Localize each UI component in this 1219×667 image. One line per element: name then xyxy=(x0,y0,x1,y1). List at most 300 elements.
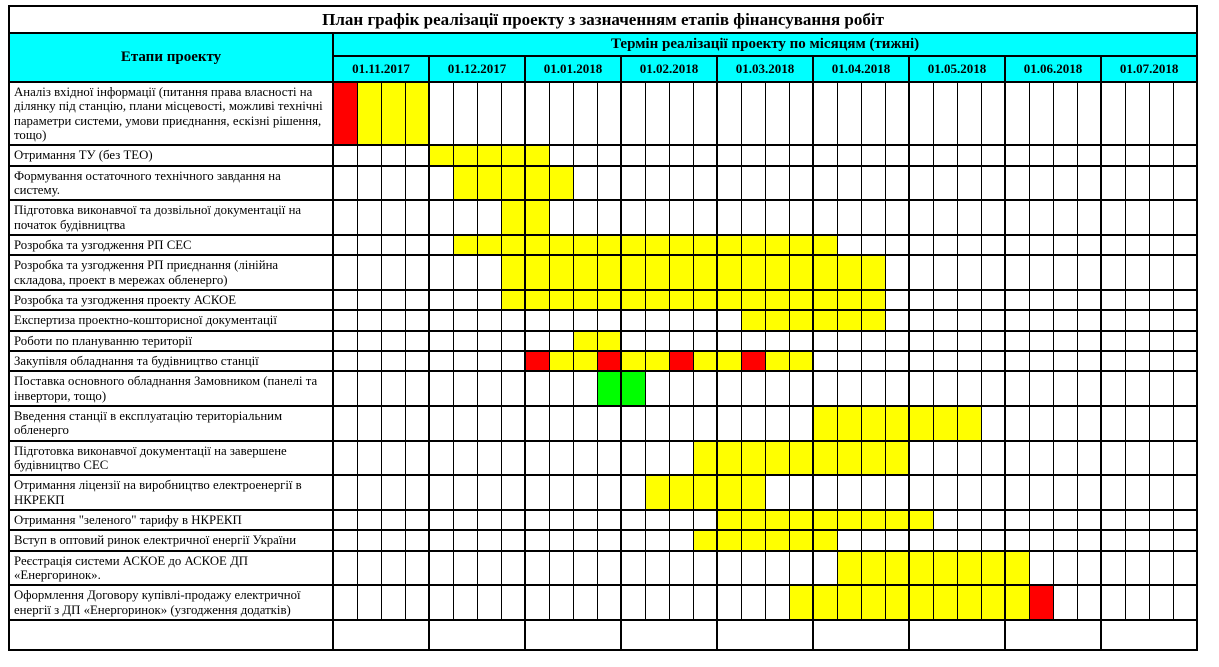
gantt-bar-cell-red xyxy=(741,351,765,371)
week-cell xyxy=(861,351,885,371)
week-cell xyxy=(453,310,477,330)
week-cell xyxy=(981,406,1005,441)
task-label: Введення станції в експлуатацію територіальним обленерго xyxy=(9,406,333,441)
week-cell xyxy=(573,82,597,145)
week-cell xyxy=(669,145,693,165)
gantt-bar-cell-yellow xyxy=(477,145,501,165)
week-cell xyxy=(573,510,597,530)
week-cell xyxy=(933,82,957,145)
week-cell xyxy=(573,585,597,620)
week-cell xyxy=(789,200,813,235)
week-cell xyxy=(525,310,549,330)
week-cell xyxy=(1053,441,1077,476)
week-cell xyxy=(525,585,549,620)
week-cell xyxy=(693,310,717,330)
week-cell xyxy=(693,145,717,165)
gantt-bar-cell-yellow xyxy=(933,585,957,620)
week-cell xyxy=(1101,510,1125,530)
empty-label-cell xyxy=(9,620,333,650)
week-cell xyxy=(909,290,933,310)
week-cell xyxy=(765,551,789,586)
month-header: 01.01.2018 xyxy=(525,56,621,82)
week-cell xyxy=(1077,200,1101,235)
week-cell xyxy=(453,351,477,371)
gantt-bar-cell-yellow xyxy=(573,290,597,310)
week-cell xyxy=(477,551,501,586)
week-cell xyxy=(1005,310,1029,330)
week-cell xyxy=(717,166,741,201)
week-cell xyxy=(837,200,861,235)
gantt-bar-cell-green xyxy=(621,371,645,406)
week-cell xyxy=(1125,82,1149,145)
week-cell xyxy=(621,331,645,351)
table-title: План графік реалізації проекту з зазначенням етапів фінансування робіт xyxy=(9,6,1197,33)
week-cell xyxy=(717,331,741,351)
week-cell xyxy=(741,200,765,235)
gantt-bar-cell-yellow xyxy=(885,585,909,620)
week-cell xyxy=(1029,475,1053,510)
week-cell xyxy=(1101,145,1125,165)
task-label: Аналіз вхідної інформації (питання права власності на ділянку під станцію, плани місцевості, можливі технічні параметри системи, умови приєднання, ескізні рішення, тощо) xyxy=(9,82,333,145)
gantt-bar-cell-yellow xyxy=(693,441,717,476)
week-cell xyxy=(1173,351,1197,371)
gantt-bar-cell-yellow xyxy=(861,510,885,530)
week-cell xyxy=(477,371,501,406)
week-cell xyxy=(477,585,501,620)
week-cell xyxy=(621,310,645,330)
gantt-bar-cell-yellow xyxy=(525,145,549,165)
week-cell xyxy=(1005,441,1029,476)
week-cell xyxy=(789,475,813,510)
week-cell xyxy=(429,530,453,550)
week-cell xyxy=(549,530,573,550)
week-cell xyxy=(597,310,621,330)
week-cell xyxy=(381,290,405,310)
week-cell xyxy=(1029,145,1053,165)
week-cell xyxy=(333,351,357,371)
week-cell xyxy=(813,371,837,406)
week-cell xyxy=(429,371,453,406)
week-cell xyxy=(429,406,453,441)
week-cell xyxy=(621,530,645,550)
week-cell xyxy=(1005,510,1029,530)
gantt-bar-cell-yellow xyxy=(789,530,813,550)
gantt-bar-cell-yellow xyxy=(837,290,861,310)
week-cell xyxy=(669,510,693,530)
week-cell xyxy=(381,145,405,165)
week-cell xyxy=(477,510,501,530)
task-row xyxy=(9,475,1197,510)
week-cell xyxy=(357,510,381,530)
week-cell xyxy=(429,475,453,510)
week-cell xyxy=(765,475,789,510)
week-cell xyxy=(981,371,1005,406)
week-cell xyxy=(621,585,645,620)
week-cell xyxy=(933,290,957,310)
week-cell xyxy=(669,200,693,235)
week-cell xyxy=(477,310,501,330)
week-cell xyxy=(813,166,837,201)
week-cell xyxy=(333,585,357,620)
task-row xyxy=(9,255,1197,290)
week-cell xyxy=(813,475,837,510)
gantt-bar-cell-yellow xyxy=(645,235,669,255)
week-cell xyxy=(1101,310,1125,330)
week-cell xyxy=(1149,551,1173,586)
week-cell xyxy=(597,441,621,476)
week-cell xyxy=(525,82,549,145)
week-cell xyxy=(429,351,453,371)
empty-month-cell xyxy=(525,620,621,650)
week-cell xyxy=(501,585,525,620)
week-cell xyxy=(357,290,381,310)
week-cell xyxy=(981,530,1005,550)
week-cell xyxy=(1029,351,1053,371)
week-cell xyxy=(885,82,909,145)
week-cell xyxy=(1077,371,1101,406)
week-cell xyxy=(357,235,381,255)
gantt-bar-cell-yellow xyxy=(597,255,621,290)
week-cell xyxy=(669,441,693,476)
gantt-bar-cell-yellow xyxy=(981,585,1005,620)
week-cell xyxy=(405,351,429,371)
task-row xyxy=(9,351,1197,371)
week-cell xyxy=(333,200,357,235)
week-cell xyxy=(645,441,669,476)
task-row xyxy=(9,530,1197,550)
week-cell xyxy=(765,145,789,165)
week-cell xyxy=(765,371,789,406)
gantt-bar-cell-yellow xyxy=(693,475,717,510)
week-cell xyxy=(1173,441,1197,476)
week-cell xyxy=(933,510,957,530)
task-row xyxy=(9,235,1197,255)
week-cell xyxy=(429,331,453,351)
task-label: Підготовка виконавчої та дозвільної документації на початок будівництва xyxy=(9,200,333,235)
week-cell xyxy=(741,331,765,351)
week-cell xyxy=(1077,331,1101,351)
week-cell xyxy=(981,200,1005,235)
gantt-head xyxy=(9,6,1197,82)
week-cell xyxy=(453,551,477,586)
week-cell xyxy=(981,82,1005,145)
week-cell xyxy=(1149,585,1173,620)
gantt-bar-cell-yellow xyxy=(717,530,741,550)
week-cell xyxy=(669,551,693,586)
week-cell xyxy=(741,406,765,441)
week-cell xyxy=(573,441,597,476)
task-row xyxy=(9,585,1197,620)
week-cell xyxy=(837,166,861,201)
week-cell xyxy=(1125,200,1149,235)
week-cell xyxy=(357,310,381,330)
week-cell xyxy=(957,82,981,145)
week-cell xyxy=(1149,290,1173,310)
week-cell xyxy=(525,441,549,476)
week-cell xyxy=(501,310,525,330)
week-cell xyxy=(885,530,909,550)
week-cell xyxy=(669,82,693,145)
week-cell xyxy=(1173,255,1197,290)
gantt-bar-cell-yellow xyxy=(741,475,765,510)
week-cell xyxy=(1149,530,1173,550)
week-cell xyxy=(1125,145,1149,165)
week-cell xyxy=(933,441,957,476)
week-cell xyxy=(597,475,621,510)
week-cell xyxy=(333,145,357,165)
week-cell xyxy=(1149,82,1173,145)
week-cell xyxy=(381,166,405,201)
week-cell xyxy=(597,510,621,530)
gantt-bar-cell-yellow xyxy=(741,510,765,530)
gantt-bar-cell-yellow xyxy=(765,441,789,476)
week-cell xyxy=(909,441,933,476)
week-cell xyxy=(357,475,381,510)
week-cell xyxy=(981,145,1005,165)
week-cell xyxy=(477,351,501,371)
week-cell xyxy=(1101,441,1125,476)
week-cell xyxy=(1173,200,1197,235)
week-cell xyxy=(525,406,549,441)
task-label: Вступ в оптовий ринок електричної енергії України xyxy=(9,530,333,550)
week-cell xyxy=(1125,551,1149,586)
gantt-bar-cell-yellow xyxy=(837,510,861,530)
week-cell xyxy=(477,441,501,476)
week-cell xyxy=(477,406,501,441)
week-cell xyxy=(861,530,885,550)
week-cell xyxy=(933,530,957,550)
week-cell xyxy=(1029,331,1053,351)
week-cell xyxy=(741,166,765,201)
week-cell xyxy=(957,145,981,165)
week-cell xyxy=(549,510,573,530)
empty-month-cell xyxy=(429,620,525,650)
week-cell xyxy=(525,475,549,510)
week-cell xyxy=(357,331,381,351)
week-cell xyxy=(573,406,597,441)
week-cell xyxy=(1077,475,1101,510)
gantt-bar-cell-yellow xyxy=(501,166,525,201)
week-cell xyxy=(333,475,357,510)
week-cell xyxy=(525,551,549,586)
week-cell xyxy=(909,530,933,550)
task-label: Розробка та узгодження РП приєднання (лінійна складова, проект в мережах обленерго) xyxy=(9,255,333,290)
week-cell xyxy=(357,351,381,371)
week-cell xyxy=(885,475,909,510)
week-cell xyxy=(645,82,669,145)
month-header: 01.07.2018 xyxy=(1101,56,1197,82)
week-cell xyxy=(1005,290,1029,310)
week-cell xyxy=(357,441,381,476)
week-cell xyxy=(429,166,453,201)
week-cell xyxy=(621,551,645,586)
week-cell xyxy=(981,310,1005,330)
gantt-bar-cell-yellow xyxy=(885,510,909,530)
week-cell xyxy=(597,82,621,145)
week-cell xyxy=(405,331,429,351)
week-cell xyxy=(573,166,597,201)
gantt-bar-cell-yellow xyxy=(549,351,573,371)
week-cell xyxy=(1125,310,1149,330)
week-cell xyxy=(1053,551,1077,586)
task-row xyxy=(9,200,1197,235)
week-cell xyxy=(573,475,597,510)
week-cell xyxy=(861,145,885,165)
week-cell xyxy=(477,290,501,310)
empty-month-cell xyxy=(909,620,1005,650)
gantt-bar-cell-yellow xyxy=(789,351,813,371)
week-cell xyxy=(381,441,405,476)
week-cell xyxy=(1149,351,1173,371)
gantt-bar-cell-red xyxy=(525,351,549,371)
week-cell xyxy=(1077,235,1101,255)
week-cell xyxy=(765,331,789,351)
week-cell xyxy=(741,145,765,165)
week-cell xyxy=(981,235,1005,255)
task-row xyxy=(9,290,1197,310)
week-cell xyxy=(1077,310,1101,330)
week-cell xyxy=(1125,406,1149,441)
week-cell xyxy=(597,406,621,441)
gantt-bar-cell-yellow xyxy=(837,585,861,620)
week-cell xyxy=(381,235,405,255)
week-cell xyxy=(717,406,741,441)
gantt-bar-cell-yellow xyxy=(813,290,837,310)
week-cell xyxy=(1125,585,1149,620)
week-cell xyxy=(597,551,621,586)
week-cell xyxy=(1149,510,1173,530)
gantt-bar-cell-yellow xyxy=(693,235,717,255)
gantt-bar-cell-yellow xyxy=(765,510,789,530)
week-cell xyxy=(861,235,885,255)
week-cell xyxy=(429,441,453,476)
week-cell xyxy=(405,145,429,165)
gantt-bar-cell-yellow xyxy=(957,551,981,586)
week-cell xyxy=(549,441,573,476)
week-cell xyxy=(645,166,669,201)
week-cell xyxy=(981,166,1005,201)
week-cell xyxy=(333,530,357,550)
week-cell xyxy=(1029,441,1053,476)
week-cell xyxy=(573,200,597,235)
gantt-bar-cell-yellow xyxy=(861,255,885,290)
week-cell xyxy=(1125,255,1149,290)
week-cell xyxy=(693,82,717,145)
week-cell xyxy=(501,530,525,550)
task-row xyxy=(9,310,1197,330)
week-cell xyxy=(501,551,525,586)
gantt-bar-cell-yellow xyxy=(645,475,669,510)
week-cell xyxy=(1053,351,1077,371)
week-cell xyxy=(693,551,717,586)
week-cell xyxy=(1149,331,1173,351)
gantt-bar-cell-yellow xyxy=(837,551,861,586)
week-cell xyxy=(597,585,621,620)
week-cell xyxy=(1005,475,1029,510)
gantt-bar-cell-yellow xyxy=(669,235,693,255)
week-cell xyxy=(1005,200,1029,235)
gantt-body xyxy=(9,82,1197,650)
gantt-bar-cell-yellow xyxy=(717,290,741,310)
week-cell xyxy=(669,406,693,441)
week-cell xyxy=(501,510,525,530)
task-label: Отримання ТУ (без ТЕО) xyxy=(9,145,333,165)
gantt-bar-cell-yellow xyxy=(861,310,885,330)
week-cell xyxy=(501,82,525,145)
week-cell xyxy=(381,530,405,550)
gantt-bar-cell-yellow xyxy=(525,255,549,290)
week-cell xyxy=(717,82,741,145)
week-cell xyxy=(717,145,741,165)
week-cell xyxy=(1173,475,1197,510)
week-cell xyxy=(693,200,717,235)
gantt-bar-cell-yellow xyxy=(861,290,885,310)
week-cell xyxy=(1173,310,1197,330)
gantt-bar-cell-yellow xyxy=(693,530,717,550)
week-cell xyxy=(1173,331,1197,351)
week-cell xyxy=(933,235,957,255)
week-cell xyxy=(405,406,429,441)
gantt-bar-cell-yellow xyxy=(669,290,693,310)
week-cell xyxy=(1101,406,1125,441)
week-cell xyxy=(549,371,573,406)
week-cell xyxy=(1053,82,1077,145)
week-cell xyxy=(693,406,717,441)
week-cell xyxy=(1005,255,1029,290)
gantt-bar-cell-yellow xyxy=(717,510,741,530)
week-cell xyxy=(693,371,717,406)
week-cell xyxy=(1173,530,1197,550)
gantt-bar-cell-yellow xyxy=(765,235,789,255)
week-cell xyxy=(405,290,429,310)
gantt-bar-cell-red xyxy=(597,351,621,371)
week-cell xyxy=(885,255,909,290)
week-cell xyxy=(909,371,933,406)
week-cell xyxy=(813,82,837,145)
week-cell xyxy=(789,371,813,406)
week-cell xyxy=(741,371,765,406)
week-cell xyxy=(501,331,525,351)
gantt-bar-cell-yellow xyxy=(813,441,837,476)
gantt-bar-cell-yellow xyxy=(861,585,885,620)
week-cell xyxy=(405,255,429,290)
week-cell xyxy=(981,351,1005,371)
gantt-bar-cell-yellow xyxy=(789,585,813,620)
week-cell xyxy=(861,371,885,406)
month-header: 01.06.2018 xyxy=(1005,56,1101,82)
week-cell xyxy=(1029,166,1053,201)
week-cell xyxy=(597,166,621,201)
gantt-bar-cell-yellow xyxy=(885,441,909,476)
gantt-bar-cell-yellow xyxy=(861,441,885,476)
gantt-bar-cell-yellow xyxy=(789,290,813,310)
month-header: 01.12.2017 xyxy=(429,56,525,82)
task-row xyxy=(9,166,1197,201)
week-cell xyxy=(1053,166,1077,201)
gantt-bar-cell-yellow xyxy=(741,310,765,330)
week-cell xyxy=(1005,406,1029,441)
month-header: 01.03.2018 xyxy=(717,56,813,82)
week-cell xyxy=(477,82,501,145)
week-cell xyxy=(885,235,909,255)
week-cell xyxy=(957,530,981,550)
week-cell xyxy=(429,310,453,330)
week-cell xyxy=(717,310,741,330)
week-cell xyxy=(861,82,885,145)
gantt-bar-cell-yellow xyxy=(861,551,885,586)
task-label: Роботи по плануванню території xyxy=(9,331,333,351)
week-cell xyxy=(1101,200,1125,235)
